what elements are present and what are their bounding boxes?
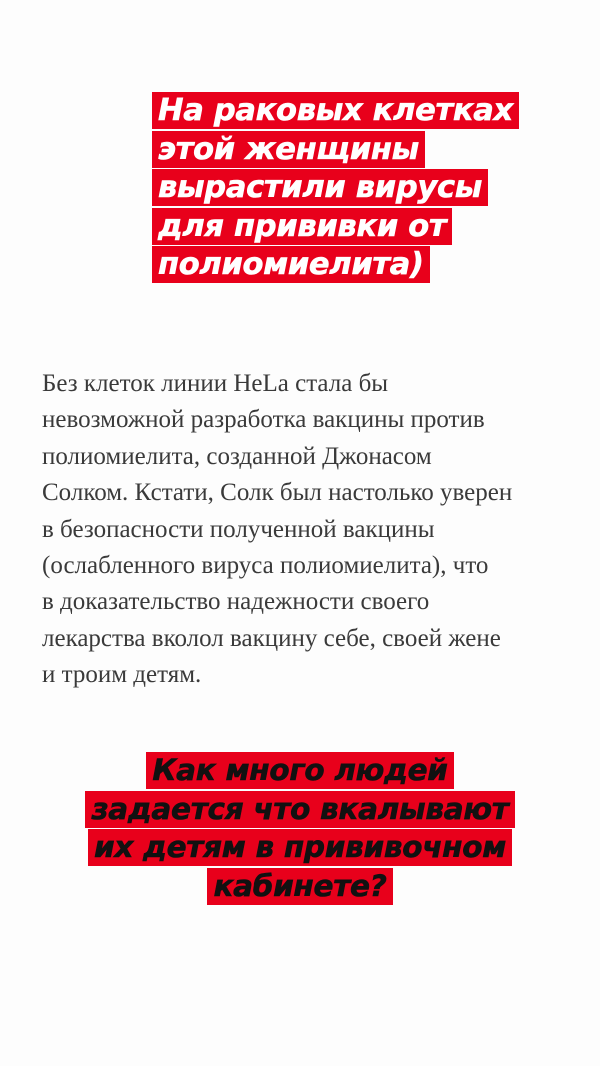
quote-line: лекарства вколол вакцину себе, своей жене (42, 624, 501, 652)
top-caption-line (152, 131, 592, 168)
top-caption-text: На раковых клетках (152, 92, 519, 129)
bottom-caption-line (30, 752, 570, 789)
top-caption-text: полиомиелита) (152, 246, 430, 283)
top-caption-text: для прививки от (152, 208, 452, 245)
quote-line: в доказательство надежности своего (42, 588, 430, 616)
quote-line: в безопасности полученной вакцины (42, 515, 435, 543)
top-caption-text: вырастили вирусы (152, 169, 488, 206)
top-caption (152, 92, 592, 285)
top-caption-text: этой женщины (152, 131, 425, 168)
bottom-caption-text: кабинете? (207, 868, 392, 905)
quote-line: и троим детям. (42, 661, 202, 689)
top-caption-line (152, 169, 592, 206)
quote-paragraph (42, 366, 582, 694)
bottom-caption-line (30, 868, 570, 905)
quote-line: невозможной разработка вакцины против (42, 406, 485, 434)
bottom-caption-line (30, 829, 570, 866)
quote-line: Солком. Кстати, Солк был настолько уверен (42, 479, 513, 507)
quote-line: (ослабленного вируса полиомиелита), что (42, 552, 489, 580)
bottom-caption-text: Как много людей (146, 752, 453, 789)
top-caption-line (152, 246, 592, 283)
bottom-caption-text: задается что вкалывают (85, 791, 514, 828)
top-caption-line (152, 208, 592, 245)
bottom-caption-line (30, 791, 570, 828)
top-caption-line (152, 92, 592, 129)
bottom-caption-text: их детям в прививочном (88, 829, 512, 866)
quote-line: полиомиелита, созданной Джонасом (42, 442, 432, 470)
bottom-caption (30, 752, 570, 906)
quote-line: Без клеток линии HeLa стала бы (42, 370, 389, 397)
